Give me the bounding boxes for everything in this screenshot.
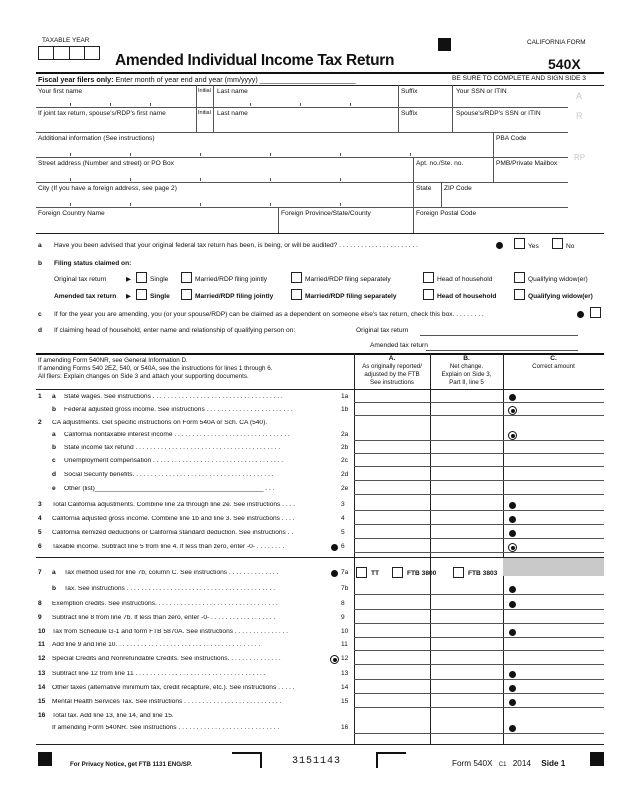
line-description: Add line 9 and line 10. . . . . . . . . . . . . . . . . . . . . . . . . . . . . . . . . . . . . . . . xyxy=(52,642,261,648)
line-amount-input[interactable] xyxy=(354,637,604,638)
question-a-dot-icon xyxy=(496,242,503,249)
question-c-text: If for the year you are amending, you (or your spouse/RDP) can be claimed as a dependent on someone else's tax return, check this box. . . . . . . . . xyxy=(54,311,484,318)
apt-label: Apt. no./Ste. no. xyxy=(416,160,464,167)
original-single-checkbox[interactable] xyxy=(136,272,147,283)
line-number: 2 xyxy=(38,419,42,426)
line-number: 1 xyxy=(38,393,42,400)
table-intro-1: If amending Form 540NR, see General Information D. xyxy=(38,357,188,364)
original-return-label: Original tax return xyxy=(54,276,107,283)
audit-yes-checkbox[interactable] xyxy=(514,238,525,249)
line-reference: 12 xyxy=(341,655,349,662)
footer-form-label: Form 540X xyxy=(452,759,493,768)
line-reference: 7a xyxy=(341,569,349,576)
line-amount-input[interactable] xyxy=(354,693,604,694)
fiscal-label: Fiscal year filers only: xyxy=(38,75,114,84)
col-b-line-3: Part II, line 5 xyxy=(449,379,484,386)
line-number: 7 xyxy=(38,569,42,576)
line-number: 12 xyxy=(38,655,46,662)
line-description: Special Credits and Nonrefundable Credits. See instructions. . . . . . . . . . . . . . . xyxy=(52,656,281,662)
footer-registration-mark-right xyxy=(590,752,604,766)
table-intro-2: If amending Forms 540 2EZ, 540, or 540A, see the instructions for lines 1 through 6. xyxy=(38,365,273,372)
line-sub-letter: c xyxy=(52,457,56,464)
line-reference: 7b xyxy=(341,585,349,592)
line-reference: 2d xyxy=(341,471,349,478)
entry-dot-icon xyxy=(509,725,516,732)
line-description: Taxable income. Subtract line 5 from line 4. If less than zero, enter -0- . . . . . . . . xyxy=(52,544,285,550)
pmb-label: PMB/Private Mailbox xyxy=(496,160,558,167)
foreign-province-label: Foreign Province/State/County xyxy=(281,210,371,217)
line-7a-tt-checkbox[interactable] xyxy=(356,567,367,578)
hoh-amended-input[interactable] xyxy=(426,350,578,351)
entry-dot-icon xyxy=(509,530,516,537)
line-description: Other taxes (alternative minimum tax, credit recapture, etc.). See instructions . . . . . xyxy=(52,685,295,691)
dependent-checkbox[interactable] xyxy=(590,307,601,318)
privacy-notice: For Privacy Notice, get FTB 1131 ENG/SP. xyxy=(70,761,192,768)
line-reference: 2a xyxy=(341,431,349,438)
entry-dot-icon xyxy=(509,699,516,706)
line-number: 9 xyxy=(38,614,42,621)
entry-circle-icon xyxy=(508,406,517,415)
col-b-line-2: Explain on Side 3, xyxy=(441,371,492,378)
line-number: 13 xyxy=(38,670,46,677)
line-7a-ftb3800-label: FTB 3800 xyxy=(407,570,437,577)
line-reference: 1a xyxy=(341,393,349,400)
line-number: 11 xyxy=(38,641,45,648)
additional-info-label: Additional information (See instructions) xyxy=(38,135,155,142)
line-amount-input[interactable] xyxy=(354,480,604,481)
hoh-amended-label: Amended tax return xyxy=(370,342,428,349)
amended-qw-checkbox[interactable] xyxy=(514,289,525,300)
line-reference: 16 xyxy=(341,724,349,731)
question-d-text: If claiming head of household, enter name and relationship of qualifying person on: xyxy=(54,327,296,334)
spouse-last-name-label: Last name xyxy=(217,110,248,117)
question-d-letter: d xyxy=(38,327,43,334)
footer-side: Side 1 xyxy=(541,759,566,768)
audit-no-checkbox[interactable] xyxy=(552,238,563,249)
line-7a-ftb3803-label: FTB 3803 xyxy=(468,570,498,577)
line-reference: 5 xyxy=(341,529,345,536)
line-description: Mental Health Services Tax. See instructions . . . . . . . . . . . . . . . . . . . . . . . . . . . xyxy=(52,699,282,705)
line-amount-input[interactable] xyxy=(354,679,604,680)
line-description: Tax from Schedule G-1 and form FTB 5870A. See instructions . . . . . . . . . . . . . . . xyxy=(52,629,289,635)
line-reference: 15 xyxy=(341,698,349,705)
entry-circle-icon xyxy=(508,431,517,440)
fiscal-text: Enter month of year end and year (mm/yyyy) ________________________ xyxy=(115,75,356,84)
line-reference: 6 xyxy=(341,543,345,550)
original-qw-checkbox[interactable] xyxy=(514,272,525,283)
footer-c1: C1 xyxy=(498,762,507,768)
california-form-label: CALIFORNIA FORM xyxy=(527,39,586,46)
audit-yes-label: Yes xyxy=(528,243,539,250)
line-description: If amending Form 540NR. See instructions . . . . . . . . . . . . . . . . . . . . . . . . . . . . xyxy=(52,725,280,731)
line-reference: 11 xyxy=(341,641,348,648)
amended-mfj-checkbox[interactable] xyxy=(181,289,192,300)
line-description: Federal adjusted gross income. See instructions . . . . . . . . . . . . . . . . . . . . . . . . xyxy=(64,407,293,413)
question-a-letter: a xyxy=(38,242,42,249)
amended-mfs-label: Married/RDP filing separately xyxy=(305,293,397,300)
amended-single-label: Single xyxy=(150,293,170,300)
line-number: 16 xyxy=(38,712,46,719)
pba-code-label: PBA Code xyxy=(496,135,527,142)
line-sub-letter: a xyxy=(52,431,56,438)
amended-hoh-label: Head of household xyxy=(437,293,497,300)
line-reference: 9 xyxy=(341,614,345,621)
arrow-icon: ▶ xyxy=(126,293,132,300)
line-sub-letter: b xyxy=(52,585,57,592)
line-reference: 2b xyxy=(341,444,349,451)
city-input[interactable] xyxy=(38,193,408,205)
line-description: Social Security benefits. . . . . . . . . . . . . . . . . . . . . . . . . . . . . . . . . . . . . . . xyxy=(64,472,274,478)
entry-dot-icon xyxy=(509,629,516,636)
amended-hoh-checkbox[interactable] xyxy=(423,289,434,300)
taxable-year-label: TAXABLE YEAR xyxy=(42,37,90,44)
line-description: Subtract line 12 from line 11 . . . . . . . . . . . . . . . . . . . . . . . . . . . . . . . . . . . . xyxy=(52,671,266,677)
line-sub-letter: b xyxy=(52,444,57,451)
question-a-text: Have you been advised that your original federal tax return has been, is being, or will be audited? . . . . . . . . . . . . . . . . . . . . . . xyxy=(54,242,418,249)
original-hoh-label: Head of household xyxy=(437,276,493,283)
entry-dot-icon xyxy=(509,685,516,692)
line-amount-input[interactable] xyxy=(354,524,604,525)
fiscal-year-row[interactable] xyxy=(38,76,356,83)
line-amount-input[interactable] xyxy=(354,538,604,539)
line-number: 4 xyxy=(38,515,42,522)
registration-mark xyxy=(438,38,451,51)
col-c-letter: C. xyxy=(550,355,557,362)
line-reference: 10 xyxy=(341,628,349,635)
line-description: Unemployment compensation . . . . . . . . . . . . . . . . . . . . . . . . . . . . . . . . . . . . xyxy=(64,458,284,464)
line-number: 3 xyxy=(38,501,42,508)
entry-dot-icon xyxy=(331,544,338,551)
zip-label: ZIP Code xyxy=(444,185,472,192)
line-number: 6 xyxy=(38,543,42,550)
question-b-text: Filing status claimed on: xyxy=(54,260,132,267)
original-mfs-label: Married/RDP filing separately xyxy=(305,276,391,283)
ssn-label: Your SSN or ITIN xyxy=(456,88,507,95)
col-a-line-1: As originally reported/ xyxy=(362,363,422,370)
line-amount-input[interactable] xyxy=(354,609,604,610)
entry-dot-icon xyxy=(509,502,516,509)
line-amount-input[interactable] xyxy=(354,707,604,708)
question-c-dot-icon xyxy=(577,311,584,318)
city-label: City (If you have a foreign address, see page 2) xyxy=(38,185,177,192)
line-description: Exemption credits. See instructions. . . . . . . . . . . . . . . . . . . . . . . . . . . . . . . . . . xyxy=(52,601,278,607)
line-reference: 4 xyxy=(341,515,345,522)
line-7a-ftb3800-checkbox[interactable] xyxy=(392,567,403,578)
first-name-input[interactable] xyxy=(38,96,448,106)
line-amount-input[interactable] xyxy=(354,623,604,624)
spouse-first-name-label: If joint tax return, spouse's/RDP's first name xyxy=(38,110,166,117)
line-amount-input[interactable] xyxy=(354,466,604,467)
form-barcode-number: 3151143 xyxy=(292,756,342,767)
table-intro-3: All filers: Explain changes on Side 3 and attach your supporting documents. xyxy=(38,373,249,380)
original-single-label: Single xyxy=(150,276,169,283)
spouse-ssn-label: Spouse's/RDP's SSN or ITIN xyxy=(456,110,541,117)
additional-info-input[interactable] xyxy=(38,143,488,155)
line-amount-input[interactable] xyxy=(354,440,604,441)
entry-dot-icon xyxy=(509,601,516,608)
line-reference: 2c xyxy=(341,457,348,464)
ssn-input[interactable] xyxy=(456,96,566,106)
amended-mfj-label: Married/RDP filing jointly xyxy=(195,293,274,300)
line-amount-input[interactable] xyxy=(354,733,604,734)
form-title: Amended Individual Income Tax Return xyxy=(115,52,395,69)
entry-dot-icon xyxy=(331,570,338,577)
line-description: California itemized deductions or California standard deduction. See instructions . . xyxy=(52,530,294,536)
line-description: Tax. See instructions . . . . . . . . . . . . . . . . . . . . . . . . . . . . . . . . . . . . . . . . . xyxy=(64,586,276,592)
side-letter-a: A xyxy=(576,91,583,101)
line-amount-input[interactable] xyxy=(354,594,604,595)
line-sub-letter: a xyxy=(52,569,56,576)
foreign-country-label: Foreign Country Name xyxy=(38,210,105,217)
line-description: Subtract line 8 from line 7b. If less than zero, enter -0- . . . . . . . . . . . . . . . . . . xyxy=(52,615,276,621)
line-description: California nontaxable interest income . . . . . . . . . . . . . . . . . . . . . . . . . . . . . . . . xyxy=(64,432,290,438)
spouse-initial-label: Initial xyxy=(198,110,211,116)
street-address-label: Street address (Number and street) or PO Box xyxy=(38,160,174,167)
spouse-ssn-input[interactable] xyxy=(456,118,566,128)
spouse-name-input[interactable] xyxy=(38,118,448,128)
side-letter-r: R xyxy=(576,111,583,121)
col-a-line-2: adjusted by the FTB xyxy=(364,371,420,378)
line-sub-letter: e xyxy=(52,485,56,492)
original-mfj-checkbox[interactable] xyxy=(181,272,192,283)
line-number: 14 xyxy=(38,684,46,691)
entry-dot-icon xyxy=(509,586,516,593)
line-sub-letter: b xyxy=(52,406,57,413)
line-sub-letter: a xyxy=(52,393,56,400)
line-number: 8 xyxy=(38,600,42,607)
line-description: California adjusted gross income. Combine line 1b and line 3. See instructions . . . . xyxy=(52,516,295,522)
foreign-postal-label: Foreign Postal Code xyxy=(416,210,477,217)
suffix-label: Suffix xyxy=(401,88,418,95)
entry-circle-icon xyxy=(330,655,339,664)
original-hoh-checkbox[interactable] xyxy=(423,272,434,283)
amended-qw-label: Qualifying widow(er) xyxy=(528,293,593,300)
col-b-letter: B. xyxy=(463,355,470,362)
amended-mfs-checkbox[interactable] xyxy=(291,289,302,300)
line-description: Other (list)______________________________________________ . . . xyxy=(64,486,275,492)
line-number: 5 xyxy=(38,529,42,536)
line-amount-input[interactable] xyxy=(354,494,604,495)
line-description: Total tax. Add line 13, line 14, and line 15. xyxy=(52,713,174,719)
last-name-label: Last name xyxy=(217,88,248,95)
original-qw-label: Qualifying widow(er) xyxy=(528,276,588,283)
line-amount-input[interactable] xyxy=(354,510,604,511)
initial-label: Initial xyxy=(198,88,211,94)
line-amount-input[interactable] xyxy=(354,650,604,651)
line-description: State income tax refund . . . . . . . . . . . . . . . . . . . . . . . . . . . . . . . . . . . . . . . . xyxy=(64,445,281,451)
line-amount-input[interactable] xyxy=(354,415,604,416)
line-description: CA adjustments. Get specific instructions on Form 540A or Sch. CA (540). xyxy=(52,420,268,426)
col-a-letter: A. xyxy=(388,355,396,362)
line-reference: 2e xyxy=(341,485,349,492)
spouse-suffix-label: Suffix xyxy=(401,110,418,117)
footer-registration-mark-left xyxy=(38,752,52,766)
original-mfs-checkbox[interactable] xyxy=(291,272,302,283)
line-amount-input[interactable] xyxy=(354,664,604,665)
taxable-year-boxes[interactable] xyxy=(38,46,100,60)
line-description: Total California adjustments. Combine line 2a through line 2e. See instructions . . . . xyxy=(52,502,295,508)
entry-dot-icon xyxy=(509,516,516,523)
hoh-original-input[interactable] xyxy=(420,335,578,336)
line-number: 15 xyxy=(38,698,46,705)
line-description: Tax method used for line 7b, column C. See instructions . . . . . . . . . . . . . . xyxy=(64,570,279,576)
form-number: 540X xyxy=(548,56,581,72)
line-reference: 13 xyxy=(341,670,349,677)
line-7a-tt-label: TT xyxy=(371,570,380,577)
first-name-label: Your first name xyxy=(38,88,83,95)
line-reference: 3 xyxy=(341,501,345,508)
line-amount-input[interactable] xyxy=(354,552,604,553)
entry-dot-icon xyxy=(509,394,516,401)
line-7a-ftb3803-checkbox[interactable] xyxy=(453,567,464,578)
be-sure-notice: BE SURE TO COMPLETE AND SIGN SIDE 3 xyxy=(452,75,586,82)
hoh-original-label: Original tax return xyxy=(356,327,409,334)
arrow-icon: ▶ xyxy=(126,276,132,283)
line-amount-input[interactable] xyxy=(354,453,604,454)
state-label: State xyxy=(416,185,432,192)
side-letter-rp: RP xyxy=(574,153,586,162)
original-mfj-label: Married/RDP filing jointly xyxy=(195,276,268,283)
footer-form-id xyxy=(452,760,565,768)
question-c-letter: c xyxy=(38,311,42,318)
col-a-line-3: See instructions xyxy=(369,379,415,386)
audit-no-label: No xyxy=(566,243,575,250)
amended-single-checkbox[interactable] xyxy=(136,289,147,300)
line-reference: 1b xyxy=(341,406,349,413)
entry-dot-icon xyxy=(509,671,516,678)
line-reference: 14 xyxy=(341,684,349,691)
question-b-letter: b xyxy=(38,260,43,267)
footer-year: 2014 xyxy=(512,759,531,768)
amended-return-label: Amended tax return xyxy=(54,293,117,300)
line-reference: 8 xyxy=(341,600,345,607)
line-7a-shaded xyxy=(503,558,604,576)
street-address-input[interactable] xyxy=(38,168,408,180)
entry-circle-icon xyxy=(508,543,517,552)
line-description: State wages. See instructions . . . . . . . . . . . . . . . . . . . . . . . . . . . . . . . . . . . . xyxy=(64,394,283,400)
line-sub-letter: d xyxy=(52,471,57,478)
col-b-line-1: Net change. xyxy=(449,363,484,370)
line-amount-input[interactable] xyxy=(354,402,604,403)
col-c-line-1: Correct amount xyxy=(532,363,575,370)
line-number: 10 xyxy=(38,628,46,635)
